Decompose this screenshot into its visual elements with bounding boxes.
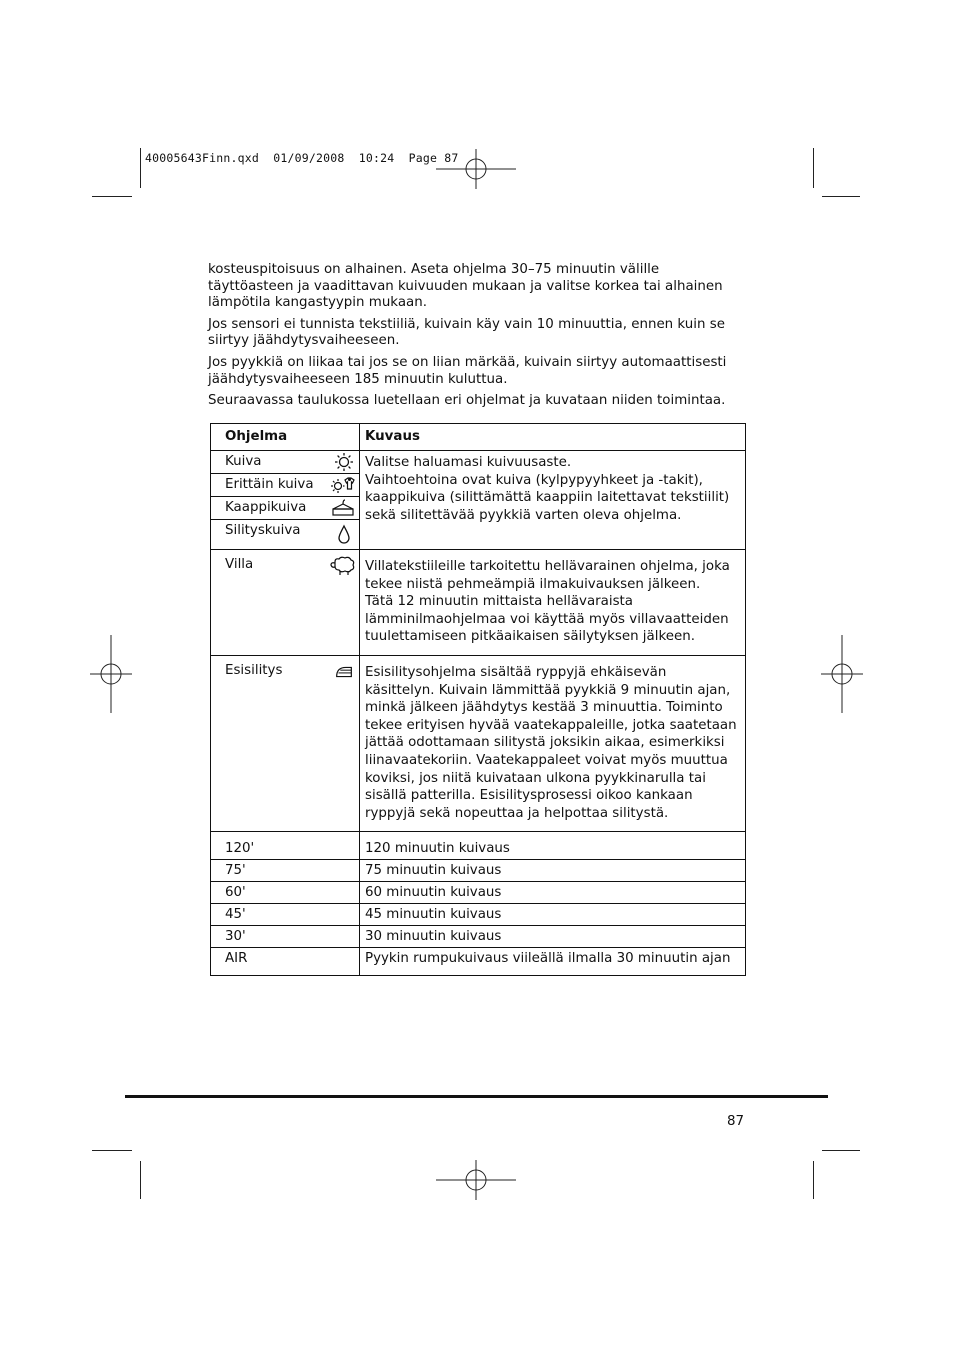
- crop-mark: [140, 1161, 141, 1199]
- program-label: 45': [211, 904, 360, 926]
- footer-rule: [125, 1095, 828, 1098]
- description-line: Villatekstiileille tarkoitettu hellävarainen ohjelma, joka tekee niistä pehmeämpiä ilmakuivauksen jälkeen.: [365, 559, 730, 592]
- table-row: [211, 832, 746, 860]
- program-villa: [211, 550, 359, 574]
- program-table: [210, 423, 746, 976]
- description-line: Vaihtoehtoina ovat kuiva (kylpypyyhkeet ja -takit), kaappikuiva (silittämättä kaappiin laitettavat tekstiilit) sekä silitettävää pyykkiä varten oleva ohjelma.: [365, 472, 730, 523]
- crop-mark: [822, 196, 860, 197]
- program-label: 30': [211, 926, 360, 948]
- description-line: Valitse haluamasi kuivuusaste.: [365, 455, 572, 470]
- program-label: Erittäin kuiva: [225, 477, 314, 492]
- program-description: Pyykin rumpukuivaus viileällä ilmalla 30 minuutin ajan: [360, 948, 746, 976]
- table-row: [211, 882, 746, 904]
- esisilitys-description-cell: Esisilitysohjelma sisältää ryppyjä ehkäisevän käsittelyn. Kuivain lämmittää pyykkiä 9 minuutin ajan, minkä jälkeen jäähdytys kestää 3 minuuttia. Toiminto tekee erityisen hyvää vaatekappaleille, jotka saatetaan jättää odottamaan silitystä joksikin aikaa, esimerkiksi liinavaatekoriin. Vaatekappaleet voivat myös muuttua koviksi, jos niitä kuivataan ulkona pyykkinarulla tai sisällä patterilla. Esisilitysprosessi oikoo kankaan ryppyjä sekä nopeuttaa ja helpottaa silitystä.: [360, 656, 746, 832]
- table-row: [211, 948, 746, 976]
- intro-paragraph: kosteuspitoisuus on alhainen. Aseta ohjelma 30–75 minuutin välille täyttöasteen ja vaadittavan kuivuuden mukaan ja valitse korkea tai alhainen lämpötila kangastyypin mukaan.: [208, 262, 723, 311]
- iron-icon: [333, 662, 355, 682]
- registration-mark-right: [821, 635, 863, 713]
- program-silityskuiva: [211, 520, 359, 549]
- program-label: Silityskuiva: [225, 523, 301, 538]
- program-kuiva: [211, 451, 359, 474]
- crop-mark: [92, 1150, 132, 1151]
- table-row-villa: [211, 550, 746, 656]
- program-erittain-kuiva: [211, 474, 359, 497]
- program-label: Esisilitys: [225, 663, 283, 678]
- dryness-description-cell: [360, 451, 746, 550]
- crop-mark: [813, 1161, 814, 1199]
- intro-paragraph: Seuraavassa taulukossa luetellaan eri ohjelmat ja kuvataan niiden toimintaa.: [208, 393, 726, 409]
- intro-text: [208, 262, 738, 415]
- intro-paragraph: Jos sensori ei tunnista tekstiiliä, kuivain käy vain 10 minuuttia, ennen kuin se siirtyy jäähdytysvaiheeseen.: [208, 316, 725, 349]
- crop-mark: [813, 148, 814, 188]
- table-row: [211, 926, 746, 948]
- table-header-row: [211, 424, 746, 451]
- table-row: [211, 904, 746, 926]
- sheep-icon: [329, 554, 357, 576]
- crop-mark: [92, 196, 132, 197]
- program-label: Kuiva: [225, 454, 262, 469]
- table-row-dryness: [211, 451, 746, 550]
- crop-mark: [822, 1150, 860, 1151]
- column-header-program: Ohjelma: [211, 424, 360, 451]
- program-description: 30 minuutin kuivaus: [360, 926, 746, 948]
- program-name-cell: [211, 550, 360, 656]
- column-header-description: Kuvaus: [360, 424, 746, 451]
- program-label: AIR: [211, 948, 360, 976]
- program-description: 120 minuutin kuivaus: [360, 832, 746, 860]
- file-slug: 40005643Finn.qxd 01/09/2008 10:24 Page 87: [145, 151, 459, 165]
- villa-description-cell: [360, 550, 746, 656]
- program-description: 75 minuutin kuivaus: [360, 860, 746, 882]
- hanger-icon: [329, 498, 357, 518]
- program-label: 60': [211, 882, 360, 904]
- sun-shirt-icon: [329, 475, 357, 495]
- program-kaappikuiva: [211, 497, 359, 520]
- drop-icon: [333, 524, 355, 544]
- program-name-cell: [211, 656, 360, 832]
- program-label: Villa: [225, 557, 254, 572]
- description-line: Tätä 12 minuutin mittaista hellävaraista lämminilmaohjelmaa voi käyttää myös villavaatteiden tuulettamiseen pitkäaikaisen säilytyksen jälkeen.: [365, 594, 729, 645]
- crop-mark: [140, 148, 141, 188]
- registration-mark-left: [90, 635, 132, 713]
- program-label: 75': [211, 860, 360, 882]
- registration-mark-bottom: [436, 1160, 516, 1200]
- page-number: 87: [727, 1114, 745, 1129]
- intro-paragraph: Jos pyykkiä on liikaa tai jos se on liian märkää, kuivain siirtyy automaattisesti jäähdytysvaiheeseen 185 minuutin kuluttua.: [208, 354, 727, 387]
- dryness-programs-cell: [211, 451, 360, 550]
- program-description: 60 minuutin kuivaus: [360, 882, 746, 904]
- table-row-esisilitys: [211, 656, 746, 832]
- program-description: 45 minuutin kuivaus: [360, 904, 746, 926]
- program-esisilitys: [211, 656, 359, 680]
- sun-icon: [333, 452, 355, 472]
- table-row: [211, 860, 746, 882]
- program-label: 120': [211, 832, 360, 860]
- program-label: Kaappikuiva: [225, 500, 307, 515]
